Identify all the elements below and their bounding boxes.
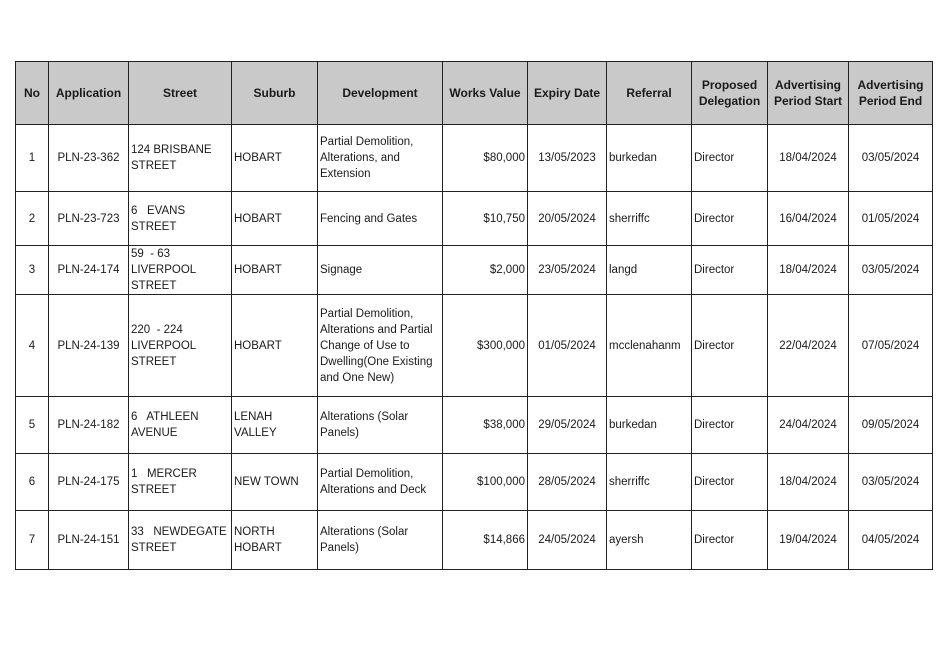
cell-delegation: Director — [692, 454, 768, 511]
cell-advertising-start: 16/04/2024 — [768, 192, 849, 246]
cell-referral: sherriffc — [607, 192, 692, 246]
cell-referral: ayersh — [607, 511, 692, 570]
cell-street: 124 BRISBANE STREET — [129, 125, 232, 192]
cell-expiry-date: 28/05/2024 — [528, 454, 607, 511]
cell-street: 33 NEWDEGATE STREET — [129, 511, 232, 570]
cell-referral: burkedan — [607, 125, 692, 192]
cell-works-value: $14,866 — [443, 511, 528, 570]
header-referral: Referral — [607, 62, 692, 125]
cell-suburb: NEW TOWN — [232, 454, 318, 511]
header-application: Application — [49, 62, 129, 125]
cell-suburb: LENAH VALLEY — [232, 397, 318, 454]
cell-no: 4 — [16, 295, 49, 397]
cell-street: 59 - 63 LIVERPOOL STREET — [129, 246, 232, 295]
cell-application: PLN-23-723 — [49, 192, 129, 246]
header-street: Street — [129, 62, 232, 125]
cell-suburb: HOBART — [232, 295, 318, 397]
cell-advertising-start: 22/04/2024 — [768, 295, 849, 397]
cell-no: 3 — [16, 246, 49, 295]
cell-application: PLN-24-139 — [49, 295, 129, 397]
cell-referral: burkedan — [607, 397, 692, 454]
cell-street: 1 MERCER STREET — [129, 454, 232, 511]
cell-application: PLN-24-175 — [49, 454, 129, 511]
cell-advertising-end: 01/05/2024 — [849, 192, 933, 246]
cell-development: Partial Demolition, Alterations and Partial Change of Use to Dwelling(One Existing and One New) — [318, 295, 443, 397]
cell-application: PLN-24-174 — [49, 246, 129, 295]
cell-expiry-date: 23/05/2024 — [528, 246, 607, 295]
cell-no: 7 — [16, 511, 49, 570]
cell-no: 1 — [16, 125, 49, 192]
table-row — [16, 511, 933, 570]
cell-expiry-date: 13/05/2023 — [528, 125, 607, 192]
header-works-value: Works Value — [443, 62, 528, 125]
cell-suburb: HOBART — [232, 246, 318, 295]
cell-street: 6 EVANS STREET — [129, 192, 232, 246]
table-row — [16, 246, 933, 295]
cell-suburb: HOBART — [232, 125, 318, 192]
cell-development: Signage — [318, 246, 443, 295]
cell-works-value: $300,000 — [443, 295, 528, 397]
cell-no: 2 — [16, 192, 49, 246]
cell-advertising-end: 03/05/2024 — [849, 454, 933, 511]
cell-expiry-date: 01/05/2024 — [528, 295, 607, 397]
header-row — [16, 62, 933, 125]
header-expiry-date: Expiry Date — [528, 62, 607, 125]
header-proposed-delegation: Proposed Delegation — [692, 62, 768, 125]
cell-works-value: $2,000 — [443, 246, 528, 295]
table-row — [16, 192, 933, 246]
cell-delegation: Director — [692, 125, 768, 192]
header-suburb: Suburb — [232, 62, 318, 125]
header-development: Development — [318, 62, 443, 125]
cell-no: 6 — [16, 454, 49, 511]
cell-delegation: Director — [692, 246, 768, 295]
cell-development: Partial Demolition, Alterations, and Extension — [318, 125, 443, 192]
cell-development: Alterations (Solar Panels) — [318, 511, 443, 570]
header-advertising-period-start: Advertising Period Start — [768, 62, 849, 125]
cell-delegation: Director — [692, 192, 768, 246]
cell-advertising-start: 19/04/2024 — [768, 511, 849, 570]
cell-delegation: Director — [692, 295, 768, 397]
cell-delegation: Director — [692, 511, 768, 570]
cell-advertising-start: 18/04/2024 — [768, 246, 849, 295]
cell-expiry-date: 29/05/2024 — [528, 397, 607, 454]
cell-street: 220 - 224 LIVERPOOL STREET — [129, 295, 232, 397]
cell-suburb: NORTH HOBART — [232, 511, 318, 570]
cell-development: Fencing and Gates — [318, 192, 443, 246]
cell-advertising-end: 09/05/2024 — [849, 397, 933, 454]
cell-street: 6 ATHLEEN AVENUE — [129, 397, 232, 454]
cell-works-value: $10,750 — [443, 192, 528, 246]
header-advertising-period-end: Advertising Period End — [849, 62, 933, 125]
cell-advertising-end: 04/05/2024 — [849, 511, 933, 570]
table-row — [16, 454, 933, 511]
cell-works-value: $38,000 — [443, 397, 528, 454]
cell-development: Alterations (Solar Panels) — [318, 397, 443, 454]
table-row — [16, 295, 933, 397]
cell-development: Partial Demolition, Alterations and Deck — [318, 454, 443, 511]
cell-advertising-end: 03/05/2024 — [849, 246, 933, 295]
cell-expiry-date: 24/05/2024 — [528, 511, 607, 570]
cell-referral: langd — [607, 246, 692, 295]
cell-no: 5 — [16, 397, 49, 454]
applications-sheet — [15, 61, 933, 570]
planning-applications-table — [15, 61, 933, 570]
cell-application: PLN-24-151 — [49, 511, 129, 570]
cell-advertising-end: 07/05/2024 — [849, 295, 933, 397]
cell-works-value: $80,000 — [443, 125, 528, 192]
table-row — [16, 125, 933, 192]
table-row — [16, 397, 933, 454]
cell-suburb: HOBART — [232, 192, 318, 246]
cell-delegation: Director — [692, 397, 768, 454]
cell-expiry-date: 20/05/2024 — [528, 192, 607, 246]
cell-referral: mcclenahanm — [607, 295, 692, 397]
cell-advertising-start: 18/04/2024 — [768, 454, 849, 511]
cell-application: PLN-24-182 — [49, 397, 129, 454]
cell-advertising-start: 24/04/2024 — [768, 397, 849, 454]
cell-advertising-end: 03/05/2024 — [849, 125, 933, 192]
cell-works-value: $100,000 — [443, 454, 528, 511]
cell-application: PLN-23-362 — [49, 125, 129, 192]
cell-referral: sherriffc — [607, 454, 692, 511]
cell-advertising-start: 18/04/2024 — [768, 125, 849, 192]
header-no: No — [16, 62, 49, 125]
